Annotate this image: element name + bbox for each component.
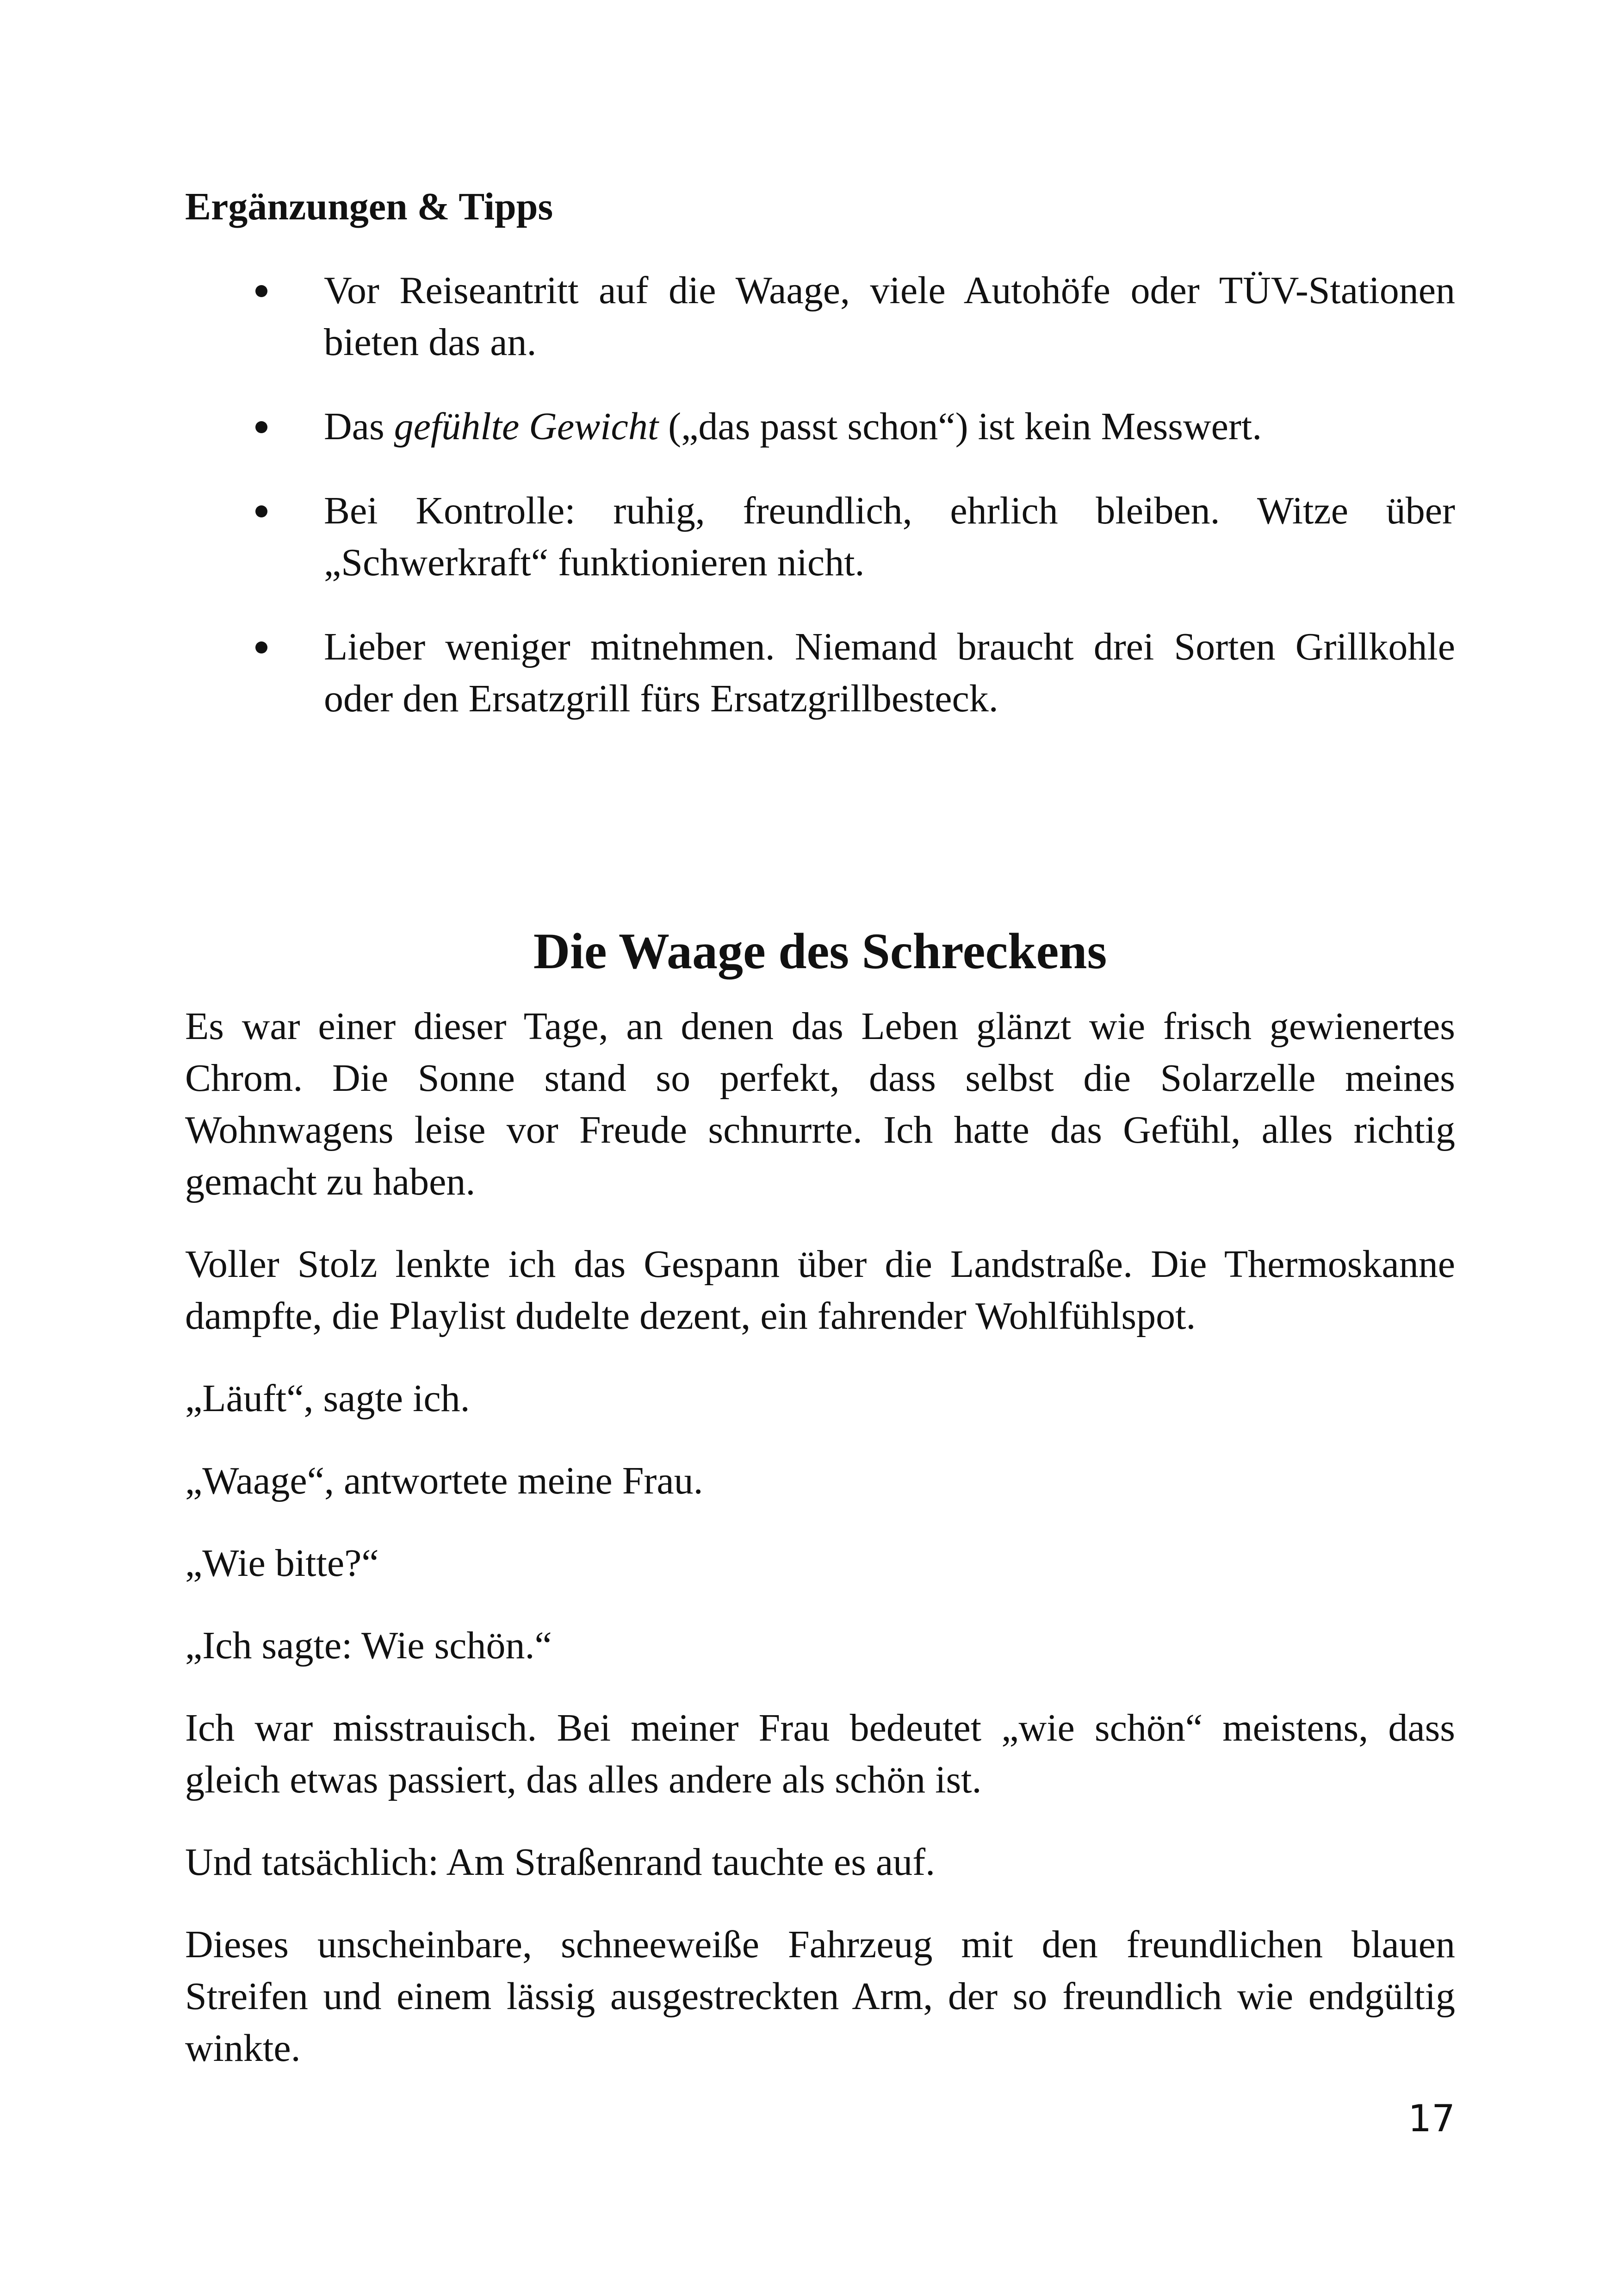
bullet-dot-icon xyxy=(255,285,267,297)
list-item-emphasis: gefühlte Gewicht xyxy=(394,405,659,448)
paragraph: Voller Stolz lenkte ich das Gespann über die Landstraße. Die Thermoskanne dampfte, die Playlist dudelte dezent, ein fahrender Wohlfühlspot. xyxy=(185,1243,1455,1338)
paragraph: „Wie bitte?“ xyxy=(185,1542,379,1585)
paragraph: „Ich sagte: Wie schön.“ xyxy=(185,1624,552,1667)
paragraph: Ich war misstrauisch. Bei meiner Frau bedeutet „wie schön“ meistens, dass gleich etwas passiert, das alles andere als schön ist. xyxy=(185,1706,1455,1801)
paragraph: Und tatsächlich: Am Straßenrand tauchte es auf. xyxy=(185,1841,936,1884)
list-item-text: Vor Reiseantritt auf die Waage, viele Autohöfe oder TÜV-Stationen bieten das an. xyxy=(324,269,1455,364)
list-item xyxy=(185,485,1455,589)
list-item-text: Lieber weniger mitnehmen. Niemand braucht drei Sorten Grillkohle oder den Ersatzgrill fürs Ersatzgrillbesteck. xyxy=(324,625,1455,720)
paragraph: Es war einer dieser Tage, an denen das Leben glänzt wie frisch gewienertes Chrom. Die Sonne stand so perfekt, dass selbst die Solarzelle meines Wohnwagens leise vor Freude schnurrte. Ich hatte das Gefühl, alles richtig gemacht zu haben. xyxy=(185,1005,1455,1203)
list-item xyxy=(185,621,1455,725)
paragraph: „Waage“, antwortete meine Frau. xyxy=(185,1459,703,1502)
list-item xyxy=(185,401,1455,453)
list-item-text: Bei Kontrolle: ruhig, freundlich, ehrlich bleiben. Witze über „Schwerkraft“ funktionieren nicht. xyxy=(324,489,1455,584)
list-item-text-after: („das passt schon“) ist kein Messwert. xyxy=(658,405,1262,448)
list-item xyxy=(185,265,1455,368)
page-number: 17 xyxy=(1408,2097,1455,2140)
section-heading: Ergänzungen & Tipps xyxy=(185,185,553,228)
chapter-title: Die Waage des Schreckens xyxy=(533,923,1107,979)
bullet-dot-icon xyxy=(255,641,267,653)
bullet-dot-icon xyxy=(255,505,267,517)
bullet-dot-icon xyxy=(255,421,267,433)
paragraph: „Läuft“, sagte ich. xyxy=(185,1377,470,1420)
list-item-text-before: Das xyxy=(324,405,394,448)
tips-list xyxy=(185,265,1455,757)
paragraph: Dieses unscheinbare, schneeweiße Fahrzeug mit den freundlichen blauen Streifen und einem lässig ausgestreckten Arm, der so freundlich wie endgültig winkte. xyxy=(185,1923,1455,2070)
chapter-body xyxy=(185,1001,1455,2105)
